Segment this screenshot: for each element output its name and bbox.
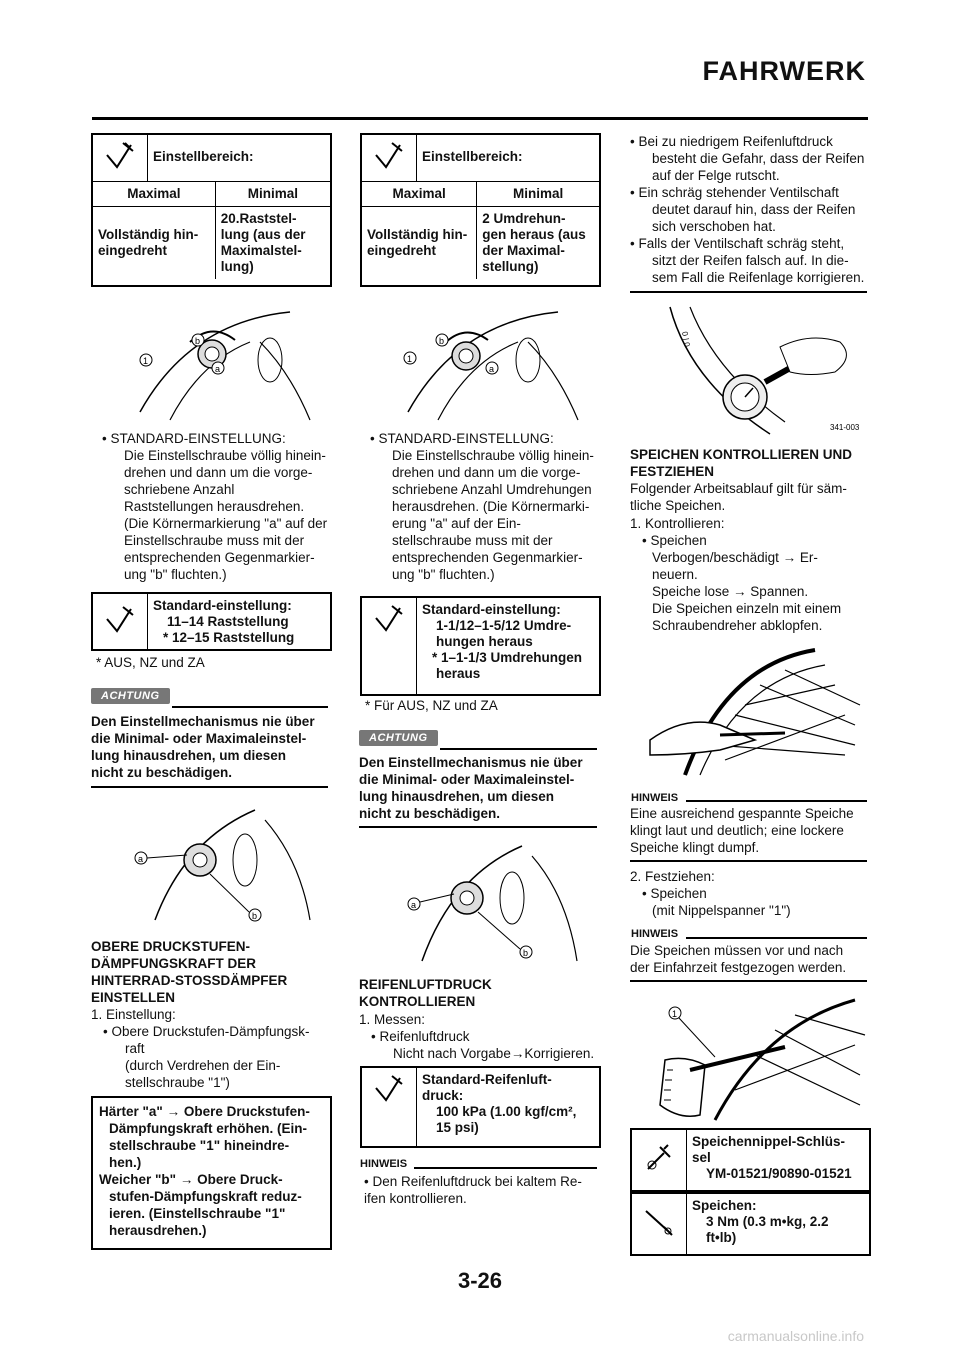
step1-text-2: 1. Messen: • Reifenluftdruck Nicht nach Vorgabe→Korrigieren. bbox=[359, 1012, 595, 1061]
section-title-compression: OBERE DRUCKSTUFEN- DÄMPFUNGSKRAFT DER HINTERRAD-STOSSDÄMPFER EINSTELLEN bbox=[91, 939, 288, 1005]
note-text-3b: Die Speichen müssen vor und nach der Einfahrzeit festgezogen werden. bbox=[630, 943, 847, 975]
note-end-rule-3a bbox=[630, 860, 867, 862]
section-title-pressure: REIFENLUFTDRUCK KONTROLLIEREN bbox=[359, 977, 492, 1009]
spoke-wrench-icon bbox=[632, 1130, 687, 1190]
note-rule-2 bbox=[414, 1167, 597, 1169]
shock-adjuster-illustration-1 bbox=[130, 302, 330, 422]
note-rule-3b bbox=[686, 937, 867, 939]
range-box-title: Einstellbereich: bbox=[422, 149, 523, 164]
std-box-2: Standard-einstellung: 1-1/12–1-5/12 Umdre- hungen heraus * 1–1-1/3 Umdrehungen heraus bbox=[360, 596, 601, 696]
caution-text-1: Den Einstellmechanismus nie über die Minimal- oder Maximaleinstel- lung hinausdrehen, um diesen nicht zu beschädigen. bbox=[91, 714, 315, 780]
shock-adjuster-illustration-2 bbox=[398, 302, 598, 422]
svg-text:b: b bbox=[252, 911, 258, 921]
svg-text:0 | 0: 0 | 0 bbox=[680, 330, 692, 348]
footnote-2: * Für AUS, NZ und ZA bbox=[365, 698, 498, 713]
bullets-end-rule bbox=[630, 291, 867, 293]
range-box-title: Einstellbereich: bbox=[153, 149, 254, 164]
std-text-2: • STANDARD-EINSTELLUNG: Die Einstellschraube völlig hinein- drehen und dann um die vorge- schriebene Anzahl Umdrehungen herausdrehen. (Die Körnermarki- erung "a" auf der Ein- stellschraube muss mit der entsprechenden Gegenmarkier- ung "b" fluchten.) bbox=[370, 431, 594, 582]
wrench-icon bbox=[362, 1068, 417, 1146]
tool-box: Speichennippel-Schlüs- sel YM-01521/90890-01521 bbox=[630, 1128, 871, 1192]
pressure-gauge-illustration bbox=[660, 302, 870, 437]
torque-wrench-icon bbox=[632, 1194, 687, 1254]
wrench-icon bbox=[93, 594, 148, 650]
page-number: 3-26 bbox=[457, 1268, 503, 1293]
spokes-intro: Folgender Arbeitsablauf gilt für säm- tliche Speichen. bbox=[630, 481, 847, 513]
page-title: FAHRWERK bbox=[702, 56, 866, 86]
col-min-header: Minimal bbox=[215, 182, 330, 207]
torque-box: Speichen: 3 Nm (0.3 m•kg, 2.2 ft•lb) bbox=[630, 1192, 871, 1256]
valve-bullets: • Bei zu niedrigem Reifenluftdruck besteht die Gefahr, dass der Reifen auf der Felge rutscht. • Ein schräg stehender Ventilschaft deutet darauf hin, dass der Reifen sich verschoben hat. • Falls der Ventilschaft schräg steht, sitzt der Reifen falsch auf. In die- sem Fall die Reifenlage korrigieren. bbox=[630, 134, 865, 285]
watermark: carmanualsonline.info bbox=[727, 1328, 864, 1344]
wrench-icon bbox=[93, 135, 148, 182]
hardness-box: Härter "a" → Obere Druckstufen- Dämpfungskraft erhöhen. (Ein- stellschraube "1" hineindre- hen.) Weicher "b" → Obere Druck- stufen-Dämpfungskraft reduz- ieren. (Einstellschraube "1" herausdrehen.) bbox=[91, 1096, 332, 1250]
compression-adjuster-illustration-2 bbox=[392, 836, 592, 966]
std-text-1: • STANDARD-EINSTELLUNG: Die Einstellschraube völlig hinein- drehen und dann um die vorge- schriebene Anzahl Raststellungen herausdrehen. (Die Körnermarkierung "a" auf der Einstellschraube muss mit der entsprechenden Gegenmarkier- ung "b" fluchten.) bbox=[102, 431, 328, 582]
section-title-spokes: SPEICHEN KONTROLLIEREN UND FESTZIEHEN bbox=[630, 447, 853, 479]
note-text-3a: Eine ausreichend gespannte Speiche klingt laut und deutlich; eine lockere Speiche klingt dumpf. bbox=[630, 806, 854, 855]
header-rule bbox=[92, 117, 868, 120]
col-min-header: Minimal bbox=[477, 182, 599, 207]
caution-badge-2: ACHTUNG bbox=[359, 730, 438, 746]
min-value: 2 Umdrehun- gen heraus (aus der Maximal- stellung) bbox=[477, 207, 599, 280]
svg-text:a: a bbox=[215, 364, 221, 374]
svg-text:b: b bbox=[523, 948, 529, 958]
note-text-2: • Den Reifenluftdruck bei kaltem Re- ifen kontrollieren. bbox=[364, 1174, 582, 1206]
note-rule-3a bbox=[686, 800, 867, 802]
note-end-rule-3b bbox=[630, 980, 867, 982]
spokes-step1: 1. Kontrollieren: • Speichen Verbogen/beschädigt → Er- neuern. Speiche lose → Spannen. Die Speichen einzeln mit einem Schraubendreher abklopfen. bbox=[630, 516, 842, 633]
svg-text:b: b bbox=[439, 336, 445, 346]
spoke-check-illustration bbox=[645, 645, 870, 780]
std-box-1: Standard-einstellung: 11–14 Raststellung * 12–15 Raststellung bbox=[91, 592, 332, 651]
min-value: 20.Raststel- lung (aus der Maximalstel- lung) bbox=[215, 207, 330, 280]
svg-text:1: 1 bbox=[672, 1009, 678, 1019]
spokes-step2: 2. Festziehen: • Speichen (mit Nippelspanner "1") bbox=[630, 869, 791, 918]
svg-text:1: 1 bbox=[407, 354, 413, 364]
nipple-wrench-illustration bbox=[645, 995, 870, 1125]
caution-badge-1: ACHTUNG bbox=[91, 688, 170, 704]
svg-text:a: a bbox=[138, 854, 144, 864]
pressure-box: Standard-Reifenluft- druck: 100 kPa (1.00 kgf/cm², 15 psi) bbox=[360, 1066, 601, 1148]
col-max-header: Maximal bbox=[362, 182, 477, 207]
range-box-1 bbox=[91, 133, 332, 287]
svg-text:1: 1 bbox=[143, 356, 149, 366]
max-value: Vollständig hin- eingedreht bbox=[362, 207, 477, 280]
note-label-3b: HINWEIS bbox=[631, 928, 679, 940]
step1-text-1: 1. Einstellung: • Obere Druckstufen-Dämpfungsk- raft (durch Verdrehen der Ein- stellschraube "1") bbox=[91, 1007, 310, 1090]
note-label-3a: HINWEIS bbox=[631, 792, 679, 804]
caution-end-rule-1 bbox=[91, 786, 328, 788]
note-label-2: HINWEIS bbox=[360, 1158, 408, 1170]
wrench-icon bbox=[362, 135, 417, 182]
max-value: Vollständig hin- eingedreht bbox=[93, 207, 215, 280]
figure-code: 341-003 bbox=[830, 423, 860, 432]
wrench-icon bbox=[362, 598, 417, 694]
caution-text-2: Den Einstellmechanismus nie über die Minimal- oder Maximaleinstel- lung hinausdrehen, um diesen nicht zu beschädigen. bbox=[359, 755, 583, 821]
col-max-header: Maximal bbox=[93, 182, 215, 207]
svg-text:b: b bbox=[195, 336, 201, 346]
svg-text:a: a bbox=[489, 364, 495, 374]
caution-end-rule-2 bbox=[359, 826, 597, 828]
svg-text:a: a bbox=[411, 900, 417, 910]
caution-rule-2 bbox=[440, 748, 597, 750]
caution-rule-1 bbox=[172, 706, 328, 708]
footnote-1: * AUS, NZ und ZA bbox=[96, 655, 205, 670]
compression-adjuster-illustration-1 bbox=[125, 800, 325, 925]
range-box-2 bbox=[360, 133, 601, 287]
